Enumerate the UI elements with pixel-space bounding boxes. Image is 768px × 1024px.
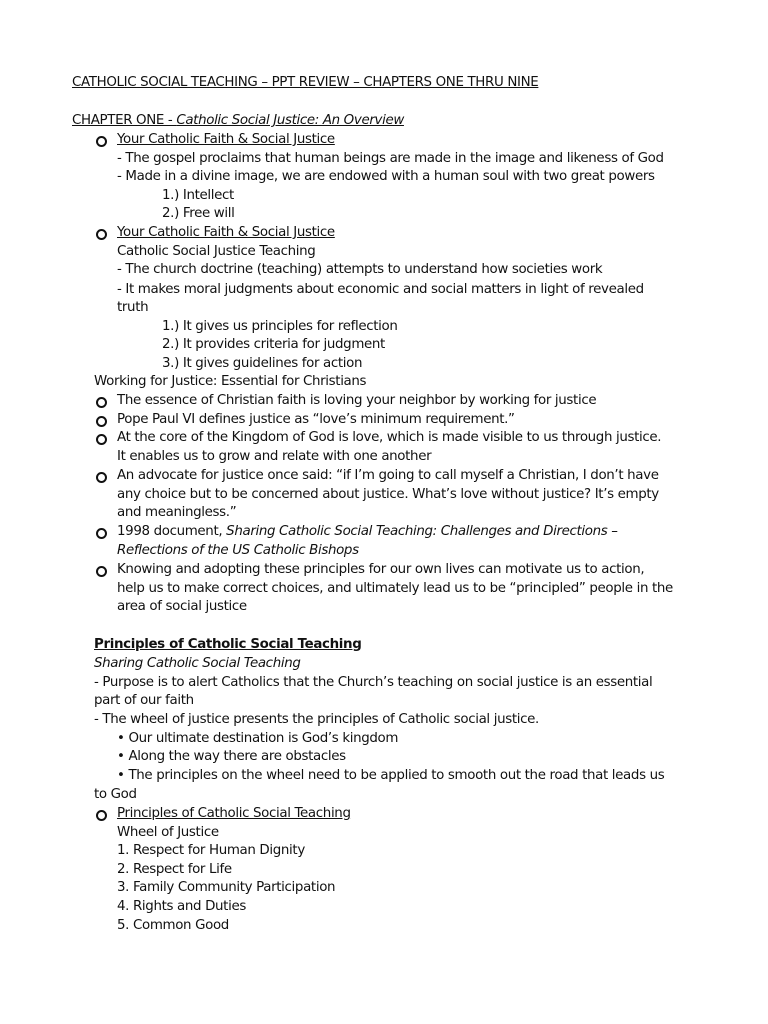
bullet-text: Pope Paul VI defines justice as “love’s minimum requirement.” bbox=[117, 412, 515, 427]
chapter-one-subtitle: Catholic Social Justice: An Overview bbox=[176, 113, 404, 128]
dot-item: • The principles on the wheel need to be applied to smooth out the road that leads us bbox=[117, 768, 665, 783]
text-line: - The gospel proclaims that human beings are made in the image and likeness of God bbox=[117, 151, 664, 166]
document-title-italic: Sharing Catholic Social Teaching: Challenges and Directions – bbox=[226, 524, 618, 539]
list-item: 1.) It gives us principles for reflection bbox=[162, 319, 398, 334]
bullet-text bbox=[117, 523, 618, 542]
text-line: part of our faith bbox=[94, 693, 194, 708]
subheading: Working for Justice: Essential for Christians bbox=[94, 374, 367, 389]
bullet-text: It enables us to grow and relate with one another bbox=[117, 449, 432, 464]
dot-item: • Along the way there are obstacles bbox=[117, 749, 346, 764]
bullet-text: any choice but to be concerned about justice. What’s love without justice? It’s empty bbox=[117, 487, 659, 502]
text-line: truth bbox=[117, 300, 149, 315]
text-line: - The church doctrine (teaching) attempts to understand how societies work bbox=[117, 262, 603, 277]
text-line: - It makes moral judgments about economic and social matters in light of revealed bbox=[117, 282, 644, 297]
circle-bullet-icon bbox=[96, 434, 107, 445]
bullet-text: area of social justice bbox=[117, 599, 247, 614]
list-item: 2. Respect for Life bbox=[117, 862, 232, 877]
bullet-text: Knowing and adopting these principles for our own lives can motivate us to action, bbox=[117, 562, 645, 577]
list-item: 5. Common Good bbox=[117, 918, 229, 933]
bullet-text: The essence of Christian faith is loving your neighbor by working for justice bbox=[117, 393, 597, 408]
document-year-text: 1998 document, bbox=[117, 524, 227, 539]
list-item: 1. Respect for Human Dignity bbox=[117, 843, 305, 858]
dot-item: to God bbox=[94, 787, 137, 802]
principles-subheading: Sharing Catholic Social Teaching bbox=[94, 656, 301, 671]
section-title: Principles of Catholic Social Teaching bbox=[117, 806, 351, 821]
text-line: Wheel of Justice bbox=[117, 825, 219, 840]
list-item: 4. Rights and Duties bbox=[117, 899, 246, 914]
bullet-text: Reflections of the US Catholic Bishops bbox=[117, 543, 359, 558]
bullet-text: help us to make correct choices, and ultimately lead us to be “principled” people in the bbox=[117, 581, 673, 596]
bullet-text: At the core of the Kingdom of God is love, which is made visible to us through justice. bbox=[117, 430, 662, 445]
section-title: Your Catholic Faith & Social Justice bbox=[117, 132, 335, 147]
section-title: Your Catholic Faith & Social Justice bbox=[117, 225, 335, 240]
dot-item: • Our ultimate destination is God’s kingdom bbox=[117, 731, 399, 746]
text-line: - Purpose is to alert Catholics that the Church’s teaching on social justice is an essential bbox=[94, 675, 653, 690]
circle-bullet-icon bbox=[96, 528, 107, 539]
bullet-text: An advocate for justice once said: “if I’m going to call myself a Christian, I don’t have bbox=[117, 468, 659, 483]
list-item: 2.) Free will bbox=[162, 206, 235, 221]
text-line: - The wheel of justice presents the principles of Catholic social justice. bbox=[94, 712, 539, 727]
circle-bullet-icon bbox=[96, 397, 107, 408]
circle-bullet-icon bbox=[96, 416, 107, 427]
chapter-one-label: CHAPTER ONE - bbox=[72, 113, 177, 128]
principles-heading: Principles of Catholic Social Teaching bbox=[94, 637, 362, 652]
chapter-one-heading bbox=[72, 112, 404, 131]
document-title: CATHOLIC SOCIAL TEACHING – PPT REVIEW – CHAPTERS ONE THRU NINE bbox=[72, 75, 539, 90]
list-item: 2.) It provides criteria for judgment bbox=[162, 337, 385, 352]
circle-bullet-icon bbox=[96, 810, 107, 821]
text-line: Catholic Social Justice Teaching bbox=[117, 244, 316, 259]
bullet-text: and meaningless.” bbox=[117, 505, 237, 520]
text-line: - Made in a divine image, we are endowed with a human soul with two great powers bbox=[117, 169, 655, 184]
list-item: 3.) It gives guidelines for action bbox=[162, 356, 363, 371]
circle-bullet-icon bbox=[96, 472, 107, 483]
list-item: 1.) Intellect bbox=[162, 188, 234, 203]
circle-bullet-icon bbox=[96, 566, 107, 577]
list-item: 3. Family Community Participation bbox=[117, 880, 336, 895]
circle-bullet-icon bbox=[96, 136, 107, 147]
circle-bullet-icon bbox=[96, 229, 107, 240]
